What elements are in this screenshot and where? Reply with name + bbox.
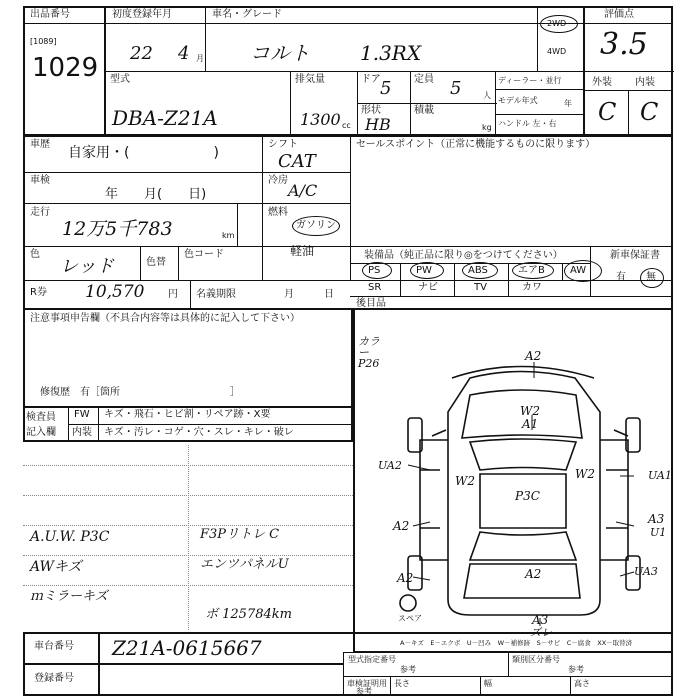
mileage-unit: km	[222, 231, 235, 240]
damage-mark: U1	[650, 526, 667, 539]
first-registration-year: 22	[130, 43, 153, 64]
doors-label: ドア	[361, 74, 381, 85]
car-name: コルト	[250, 41, 310, 65]
warranty-yes: 有	[616, 272, 626, 283]
score-label: 評価点	[604, 9, 634, 20]
first-registration-label: 初度登録年月	[112, 9, 172, 20]
drive-2wd: 2WD	[547, 19, 567, 28]
equipment-item: ナビ	[418, 282, 438, 293]
hand-note-right: F3Pリトレ C	[200, 527, 280, 542]
exterior-label: 外装	[592, 77, 612, 88]
hand-note: ｍミラーキズ	[30, 589, 108, 604]
abs-circle	[462, 262, 498, 279]
warranty-no: 無	[646, 272, 656, 283]
damage-mark: UA3	[634, 565, 658, 578]
lot-number-label: 出品番号	[30, 9, 70, 20]
inspection-label: 車検	[30, 175, 50, 186]
exterior-value: C	[598, 98, 617, 126]
displacement-unit: cc	[342, 121, 351, 130]
shape-label: 形状	[361, 105, 381, 116]
aircon-label: 冷房	[268, 175, 288, 186]
airbag-circle	[512, 262, 554, 279]
deadline-day: 日	[324, 289, 334, 300]
car-grade: 1.3RX	[360, 41, 422, 65]
repair-history: 修復歴 有［箇所 ］	[40, 387, 240, 398]
color-note: カラー P26	[358, 335, 380, 370]
color-label: 色	[30, 249, 40, 260]
equipment-item: SR	[368, 282, 382, 293]
aircon-value: A/C	[288, 181, 318, 200]
interior-value: C	[640, 98, 659, 126]
pw-circle	[410, 262, 444, 279]
width-label: 幅	[484, 679, 492, 688]
damage-mark: W2	[575, 467, 595, 481]
damage-mark: W2	[455, 474, 475, 488]
damage-mark: A2	[525, 567, 542, 581]
model-label: 型式	[110, 74, 130, 85]
damage-mark: A2	[393, 519, 410, 533]
spare-label: スペア	[398, 614, 422, 623]
name-deadline-label: 名義期限	[196, 289, 236, 300]
damage-mark: W2	[520, 404, 540, 418]
equipment-label: 装備品（純正品に限り◎をつけてください）	[364, 250, 563, 261]
length-label: 長さ	[394, 679, 410, 688]
diagram-box	[353, 308, 673, 653]
damage-mark: A1	[522, 417, 539, 431]
model-value: DBA-Z21A	[112, 106, 218, 130]
fuel-label: 燃料	[268, 207, 288, 218]
type-cert-ref: 参考	[400, 665, 416, 674]
rear-items-label: 後目品	[356, 298, 386, 309]
mileage-label: 走行	[30, 207, 50, 218]
warranty-label: 新車保証書	[610, 250, 660, 261]
class-ref: 参考	[568, 665, 584, 674]
reg-cert-ref: 参考	[356, 687, 372, 696]
model-year-label: モデル年式	[498, 96, 538, 105]
handle-label: ハンドル 左・右	[498, 119, 557, 128]
color-swap-label: 色替	[146, 257, 166, 268]
lot-code: [1089]	[30, 37, 57, 46]
hand-note-right: エンツパネルU	[200, 557, 289, 572]
doors-value: 5	[380, 78, 392, 99]
damage-mark: A3	[532, 613, 549, 627]
equipment-item: TV	[474, 282, 487, 293]
lot-number: 1029	[32, 53, 99, 83]
ps-circle	[362, 262, 392, 279]
load-label: 積載	[414, 105, 434, 116]
damage-mark: ズレ	[530, 626, 552, 639]
notes-label: 注意事項申告欄（不具合内容等は具体的に記入して下さい）	[30, 313, 300, 324]
history-label: 車歴	[30, 139, 50, 150]
equipment-item: PW	[416, 265, 432, 276]
chassis-label: 車台番号	[34, 641, 74, 652]
capacity-label: 定員	[414, 74, 434, 85]
recycle-value: 10,570	[85, 282, 145, 302]
equipment-item: AW	[570, 265, 587, 276]
class-label: 類別区分番号	[512, 655, 560, 664]
damage-mark: A3	[648, 512, 665, 526]
displacement-value: 1300	[300, 110, 341, 129]
damage-legend: A－キズ E－エクボ U－凹み W－補修跡 S－サビ C－腐食 XX－取替済	[400, 639, 633, 647]
registration-label: 登録番号	[34, 673, 74, 684]
equipment-item: エアB	[518, 265, 545, 276]
car-name-grade-label: 車名・グレード	[212, 9, 282, 20]
model-year-unit: 年	[564, 99, 572, 108]
type-cert-label: 型式指定番号	[348, 655, 396, 664]
mileage-value: 12万5千783	[62, 218, 173, 240]
recycle-label: R券	[30, 287, 47, 298]
shift-value: CAT	[278, 151, 316, 172]
fw-label: FW	[74, 409, 90, 420]
damage-mark: A2	[525, 349, 542, 363]
hand-note-right: ボ 125784km	[205, 607, 292, 622]
deadline-month: 月	[284, 289, 294, 300]
hand-note: AWキズ	[30, 559, 82, 575]
damage-mark: UA2	[378, 459, 402, 472]
inspection-value: 年 月( 日)	[105, 187, 207, 202]
shift-label: シフト	[268, 139, 298, 150]
load-unit: kg	[482, 123, 492, 132]
equipment-item: ABS	[468, 265, 488, 276]
equipment-item: PS	[368, 265, 381, 276]
capacity-value: 5	[450, 78, 462, 99]
fw-items: キズ・飛石・ヒビ割・リペア跡・X要	[104, 409, 271, 420]
fuel-diesel: 軽油	[290, 244, 315, 258]
drive-4wd: 4WD	[547, 47, 567, 56]
chassis-value: Z21A-0615667	[112, 636, 262, 660]
dealer-label: ディーラー・並行	[498, 76, 562, 85]
shape-value: HB	[365, 115, 391, 134]
first-registration-month-unit: 月	[196, 54, 204, 63]
color-value: レッド	[60, 256, 114, 277]
color-code-label: 色コード	[184, 249, 224, 260]
height-label: 高さ	[574, 679, 590, 688]
recycle-unit: 円	[168, 289, 178, 300]
interior-label: 内装	[635, 77, 655, 88]
first-registration-month: 4	[178, 43, 190, 64]
fuel-gasoline: ガソリン	[296, 220, 336, 231]
damage-mark: UA1	[648, 469, 672, 482]
displacement-label: 排気量	[295, 74, 325, 85]
sales-point-label: セールスポイント（正常に機能するものに限ります）	[356, 139, 596, 150]
inspector-interior-items: キズ・汚レ・コゲ・穴・スレ・キレ・破レ	[104, 427, 294, 438]
history-value: 自家用・( )	[68, 145, 219, 161]
equipment-item: カワ	[522, 282, 542, 293]
inspector-interior-label: 内装	[72, 427, 92, 438]
aw-circle	[564, 260, 602, 282]
damage-mark: A2	[397, 571, 414, 585]
inspector-label: 検査員 記入欄	[26, 412, 56, 438]
reg-cert-label: 車検証明用	[347, 679, 387, 688]
damage-mark: P3C	[515, 489, 540, 503]
capacity-unit: 人	[483, 91, 491, 100]
hand-note: A.U.W. P3C	[30, 529, 110, 545]
score-value: 3.5	[600, 27, 648, 62]
